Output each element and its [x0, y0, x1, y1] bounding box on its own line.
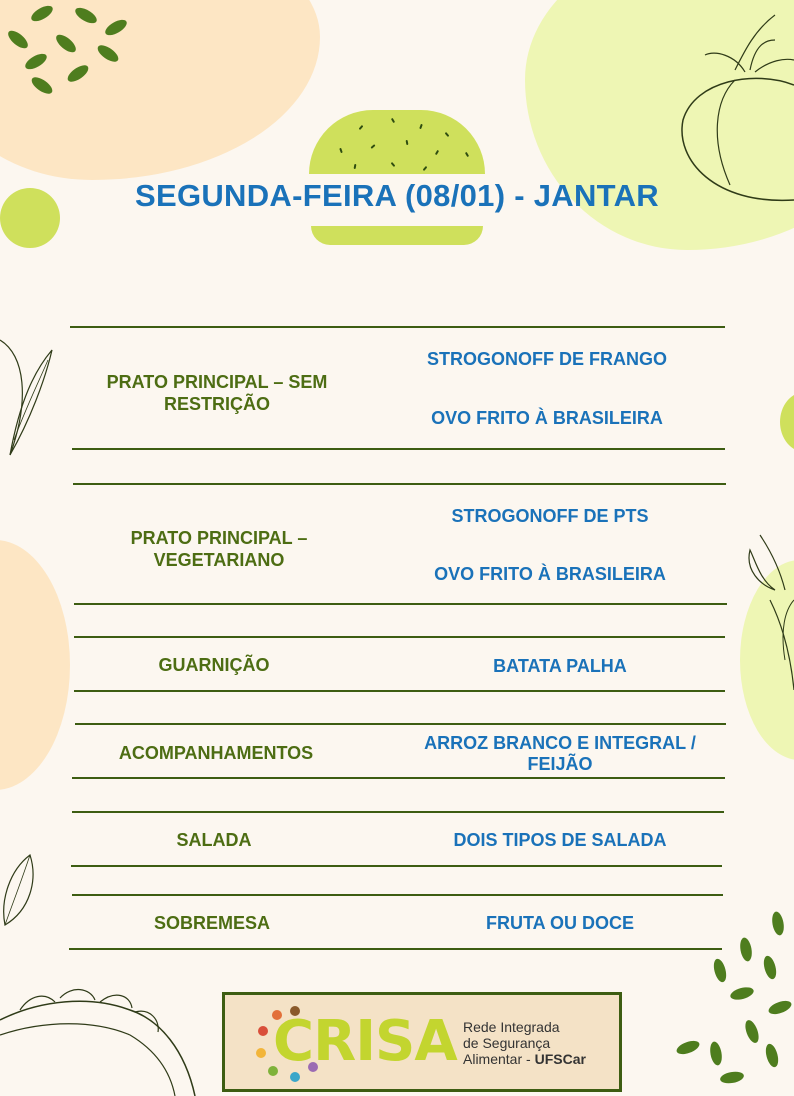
menu-item: BATATA PALHA: [493, 656, 627, 676]
divider: [72, 448, 725, 450]
menu-category-label: PRATO PRINCIPAL – SEM RESTRIÇÃO: [106, 372, 328, 414]
taco-icon: [0, 980, 200, 1096]
divider: [70, 326, 725, 328]
peach-blob-left: [0, 540, 70, 790]
tomato-icon: [675, 10, 794, 205]
lettuce-icon: [0, 330, 56, 460]
lettuce-icon: [0, 850, 40, 930]
divider: [74, 636, 725, 638]
divider: [72, 811, 724, 813]
divider: [71, 865, 722, 867]
divider: [72, 894, 723, 896]
menu-item: STROGONOFF DE FRANGO: [427, 349, 667, 369]
logo-caption: Rede Integrada de Segurança Alimentar - UFSCar: [463, 1019, 586, 1067]
menu-item: ARROZ BRANCO E INTEGRAL / FEIJÃO: [424, 733, 696, 774]
menu-category-label: SALADA: [176, 830, 252, 850]
divider: [73, 483, 726, 485]
divider: [75, 723, 726, 725]
crisa-logo: [222, 992, 622, 1092]
logo-wordmark: CRISA: [273, 1009, 457, 1074]
menu-category-label: GUARNIÇÃO: [158, 655, 270, 675]
menu-item: FRUTA OU DOCE: [486, 913, 634, 933]
divider: [72, 777, 725, 779]
green-dot-right: [780, 392, 794, 452]
menu-category-label: ACOMPANHAMENTOS: [118, 743, 314, 763]
divider: [74, 690, 725, 692]
menu-item: OVO FRITO À BRASILEIRA: [431, 408, 663, 428]
menu-item: STROGONOFF DE PTS: [451, 506, 649, 526]
menu-item: OVO FRITO À BRASILEIRA: [434, 564, 666, 584]
menu-category-label: SOBREMESA: [153, 913, 270, 933]
radish-icon: [740, 530, 794, 700]
divider: [74, 603, 727, 605]
menu-category-label: PRATO PRINCIPAL – VEGETARIANO: [130, 528, 308, 570]
page-title: SEGUNDA-FEIRA (08/01) - JANTAR: [135, 178, 659, 213]
menu-item: DOIS TIPOS DE SALADA: [453, 830, 667, 850]
divider: [69, 948, 722, 950]
